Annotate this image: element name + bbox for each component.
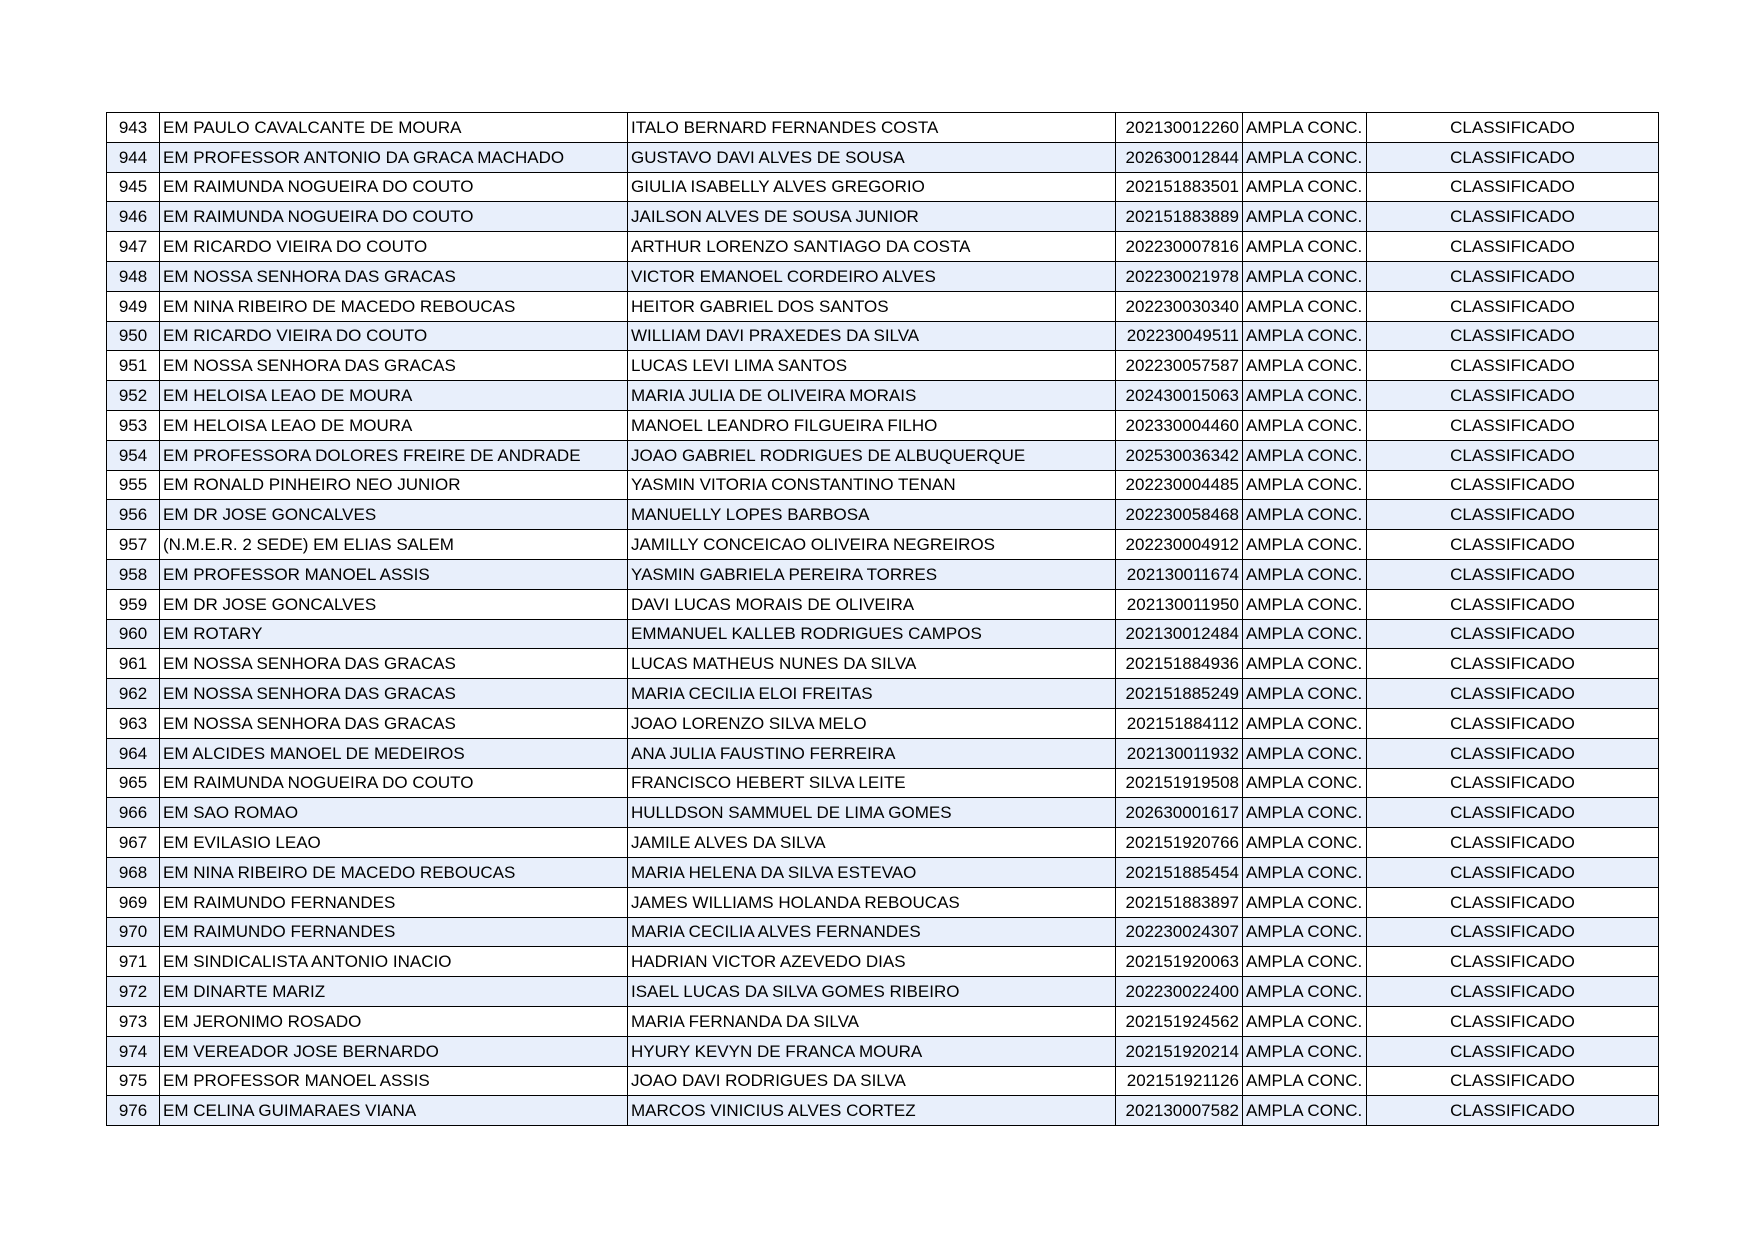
row-number: 967 (107, 828, 160, 858)
student-name: ITALO BERNARD FERNANDES COSTA (628, 113, 1116, 143)
school-name: EM SINDICALISTA ANTONIO INACIO (160, 947, 628, 977)
student-name: MARIA JULIA DE OLIVEIRA MORAIS (628, 381, 1116, 411)
registration-code: 202230049511 (1116, 321, 1243, 351)
student-name: ARTHUR LORENZO SANTIAGO DA COSTA (628, 232, 1116, 262)
school-name: EM HELOISA LEAO DE MOURA (160, 410, 628, 440)
status-cell: CLASSIFICADO (1367, 142, 1659, 172)
student-name: EMMANUEL KALLEB RODRIGUES CAMPOS (628, 619, 1116, 649)
row-number: 946 (107, 202, 160, 232)
table-row (107, 381, 1659, 411)
quota-type: AMPLA CONC. (1243, 410, 1367, 440)
row-number: 959 (107, 589, 160, 619)
school-name: EM PAULO CAVALCANTE DE MOURA (160, 113, 628, 143)
table-row (107, 679, 1659, 709)
row-number: 971 (107, 947, 160, 977)
school-name: EM RICARDO VIEIRA DO COUTO (160, 232, 628, 262)
school-name: EM SAO ROMAO (160, 798, 628, 828)
status-cell: CLASSIFICADO (1367, 381, 1659, 411)
student-name: ISAEL LUCAS DA SILVA GOMES RIBEIRO (628, 977, 1116, 1007)
table-row (107, 410, 1659, 440)
table-row (107, 917, 1659, 947)
quota-type: AMPLA CONC. (1243, 470, 1367, 500)
quota-type: AMPLA CONC. (1243, 530, 1367, 560)
status-cell: CLASSIFICADO (1367, 649, 1659, 679)
quota-type: AMPLA CONC. (1243, 1096, 1367, 1126)
school-name: EM PROFESSOR ANTONIO DA GRACA MACHADO (160, 142, 628, 172)
quota-type: AMPLA CONC. (1243, 351, 1367, 381)
table-row (107, 857, 1659, 887)
registration-code: 202230024307 (1116, 917, 1243, 947)
status-cell: CLASSIFICADO (1367, 619, 1659, 649)
school-name: EM NINA RIBEIRO DE MACEDO REBOUCAS (160, 857, 628, 887)
row-number: 962 (107, 679, 160, 709)
registration-code: 202151885249 (1116, 679, 1243, 709)
status-cell: CLASSIFICADO (1367, 500, 1659, 530)
quota-type: AMPLA CONC. (1243, 172, 1367, 202)
row-number: 972 (107, 977, 160, 1007)
student-name: GUSTAVO DAVI ALVES DE SOUSA (628, 142, 1116, 172)
school-name: EM VEREADOR JOSE BERNARDO (160, 1036, 628, 1066)
quota-type: AMPLA CONC. (1243, 1036, 1367, 1066)
quota-type: AMPLA CONC. (1243, 202, 1367, 232)
status-cell: CLASSIFICADO (1367, 440, 1659, 470)
registration-code: 202130011950 (1116, 589, 1243, 619)
table-row (107, 887, 1659, 917)
quota-type: AMPLA CONC. (1243, 828, 1367, 858)
row-number: 949 (107, 291, 160, 321)
row-number: 970 (107, 917, 160, 947)
status-cell: CLASSIFICADO (1367, 679, 1659, 709)
table-row (107, 291, 1659, 321)
table-row (107, 113, 1659, 143)
school-name: EM NOSSA SENHORA DAS GRACAS (160, 261, 628, 291)
registration-code: 202130011932 (1116, 738, 1243, 768)
school-name: EM NOSSA SENHORA DAS GRACAS (160, 649, 628, 679)
quota-type: AMPLA CONC. (1243, 559, 1367, 589)
row-number: 975 (107, 1066, 160, 1096)
student-name: HEITOR GABRIEL DOS SANTOS (628, 291, 1116, 321)
registration-code: 202230022400 (1116, 977, 1243, 1007)
table-row (107, 1066, 1659, 1096)
school-name: EM NINA RIBEIRO DE MACEDO REBOUCAS (160, 291, 628, 321)
student-name: FRANCISCO HEBERT SILVA LEITE (628, 768, 1116, 798)
student-name: JAMES WILLIAMS HOLANDA REBOUCAS (628, 887, 1116, 917)
table-row (107, 708, 1659, 738)
results-table (106, 112, 1659, 1126)
row-number: 973 (107, 1006, 160, 1036)
school-name: EM NOSSA SENHORA DAS GRACAS (160, 679, 628, 709)
registration-code: 202530036342 (1116, 440, 1243, 470)
row-number: 966 (107, 798, 160, 828)
status-cell: CLASSIFICADO (1367, 261, 1659, 291)
table-row (107, 440, 1659, 470)
school-name: EM RONALD PINHEIRO NEO JUNIOR (160, 470, 628, 500)
table-row (107, 261, 1659, 291)
table-row (107, 1006, 1659, 1036)
student-name: DAVI LUCAS MORAIS DE OLIVEIRA (628, 589, 1116, 619)
registration-code: 202630012844 (1116, 142, 1243, 172)
row-number: 955 (107, 470, 160, 500)
row-number: 957 (107, 530, 160, 560)
school-name: EM JERONIMO ROSADO (160, 1006, 628, 1036)
table-row (107, 798, 1659, 828)
student-name: VICTOR EMANOEL CORDEIRO ALVES (628, 261, 1116, 291)
status-cell: CLASSIFICADO (1367, 351, 1659, 381)
quota-type: AMPLA CONC. (1243, 1006, 1367, 1036)
table-row (107, 1036, 1659, 1066)
table-row (107, 172, 1659, 202)
row-number: 945 (107, 172, 160, 202)
quota-type: AMPLA CONC. (1243, 440, 1367, 470)
student-name: MARIA FERNANDA DA SILVA (628, 1006, 1116, 1036)
student-name: HADRIAN VICTOR AZEVEDO DIAS (628, 947, 1116, 977)
quota-type: AMPLA CONC. (1243, 649, 1367, 679)
row-number: 944 (107, 142, 160, 172)
row-number: 968 (107, 857, 160, 887)
student-name: JAMILE ALVES DA SILVA (628, 828, 1116, 858)
table-row (107, 351, 1659, 381)
row-number: 974 (107, 1036, 160, 1066)
quota-type: AMPLA CONC. (1243, 708, 1367, 738)
school-name: EM DR JOSE GONCALVES (160, 500, 628, 530)
quota-type: AMPLA CONC. (1243, 917, 1367, 947)
status-cell: CLASSIFICADO (1367, 291, 1659, 321)
row-number: 964 (107, 738, 160, 768)
registration-code: 202230004912 (1116, 530, 1243, 560)
quota-type: AMPLA CONC. (1243, 619, 1367, 649)
quota-type: AMPLA CONC. (1243, 857, 1367, 887)
row-number: 963 (107, 708, 160, 738)
registration-code: 202151920214 (1116, 1036, 1243, 1066)
school-name: EM RAIMUNDA NOGUEIRA DO COUTO (160, 768, 628, 798)
table-row (107, 321, 1659, 351)
status-cell: CLASSIFICADO (1367, 1096, 1659, 1126)
status-cell: CLASSIFICADO (1367, 708, 1659, 738)
table-row (107, 500, 1659, 530)
status-cell: CLASSIFICADO (1367, 738, 1659, 768)
student-name: HULLDSON SAMMUEL DE LIMA GOMES (628, 798, 1116, 828)
row-number: 954 (107, 440, 160, 470)
row-number: 947 (107, 232, 160, 262)
student-name: GIULIA ISABELLY ALVES GREGORIO (628, 172, 1116, 202)
table-row (107, 589, 1659, 619)
school-name: EM ROTARY (160, 619, 628, 649)
status-cell: CLASSIFICADO (1367, 232, 1659, 262)
registration-code: 202230007816 (1116, 232, 1243, 262)
row-number: 969 (107, 887, 160, 917)
school-name: EM EVILASIO LEAO (160, 828, 628, 858)
row-number: 958 (107, 559, 160, 589)
row-number: 951 (107, 351, 160, 381)
status-cell: CLASSIFICADO (1367, 202, 1659, 232)
quota-type: AMPLA CONC. (1243, 113, 1367, 143)
table-row (107, 530, 1659, 560)
school-name: (N.M.E.R. 2 SEDE) EM ELIAS SALEM (160, 530, 628, 560)
registration-code: 202230030340 (1116, 291, 1243, 321)
table-row (107, 142, 1659, 172)
quota-type: AMPLA CONC. (1243, 947, 1367, 977)
status-cell: CLASSIFICADO (1367, 1066, 1659, 1096)
registration-code: 202151920063 (1116, 947, 1243, 977)
registration-code: 202151883501 (1116, 172, 1243, 202)
status-cell: CLASSIFICADO (1367, 768, 1659, 798)
registration-code: 202630001617 (1116, 798, 1243, 828)
student-name: ANA JULIA FAUSTINO FERREIRA (628, 738, 1116, 768)
status-cell: CLASSIFICADO (1367, 410, 1659, 440)
status-cell: CLASSIFICADO (1367, 798, 1659, 828)
school-name: EM HELOISA LEAO DE MOURA (160, 381, 628, 411)
school-name: EM CELINA GUIMARAES VIANA (160, 1096, 628, 1126)
student-name: JOAO GABRIEL RODRIGUES DE ALBUQUERQUE (628, 440, 1116, 470)
student-name: MARIA HELENA DA SILVA ESTEVAO (628, 857, 1116, 887)
quota-type: AMPLA CONC. (1243, 142, 1367, 172)
quota-type: AMPLA CONC. (1243, 1066, 1367, 1096)
quota-type: AMPLA CONC. (1243, 798, 1367, 828)
status-cell: CLASSIFICADO (1367, 559, 1659, 589)
row-number: 943 (107, 113, 160, 143)
registration-code: 202151920766 (1116, 828, 1243, 858)
status-cell: CLASSIFICADO (1367, 530, 1659, 560)
table-row (107, 559, 1659, 589)
row-number: 961 (107, 649, 160, 679)
row-number: 976 (107, 1096, 160, 1126)
status-cell: CLASSIFICADO (1367, 470, 1659, 500)
row-number: 953 (107, 410, 160, 440)
student-name: YASMIN GABRIELA PEREIRA TORRES (628, 559, 1116, 589)
student-name: WILLIAM DAVI PRAXEDES DA SILVA (628, 321, 1116, 351)
quota-type: AMPLA CONC. (1243, 977, 1367, 1007)
quota-type: AMPLA CONC. (1243, 261, 1367, 291)
quota-type: AMPLA CONC. (1243, 589, 1367, 619)
status-cell: CLASSIFICADO (1367, 321, 1659, 351)
status-cell: CLASSIFICADO (1367, 113, 1659, 143)
quota-type: AMPLA CONC. (1243, 679, 1367, 709)
status-cell: CLASSIFICADO (1367, 589, 1659, 619)
registration-code: 202230004485 (1116, 470, 1243, 500)
table-row (107, 232, 1659, 262)
registration-code: 202151883889 (1116, 202, 1243, 232)
row-number: 948 (107, 261, 160, 291)
student-name: LUCAS LEVI LIMA SANTOS (628, 351, 1116, 381)
registration-code: 202230021978 (1116, 261, 1243, 291)
registration-code: 202151884112 (1116, 708, 1243, 738)
registration-code: 202430015063 (1116, 381, 1243, 411)
student-name: JAILSON ALVES DE SOUSA JUNIOR (628, 202, 1116, 232)
school-name: EM RAIMUNDA NOGUEIRA DO COUTO (160, 202, 628, 232)
table-row (107, 738, 1659, 768)
table-row (107, 1096, 1659, 1126)
table-row (107, 977, 1659, 1007)
quota-type: AMPLA CONC. (1243, 887, 1367, 917)
registration-code: 202130007582 (1116, 1096, 1243, 1126)
row-number: 960 (107, 619, 160, 649)
quota-type: AMPLA CONC. (1243, 321, 1367, 351)
school-name: EM RAIMUNDA NOGUEIRA DO COUTO (160, 172, 628, 202)
registration-code: 202230057587 (1116, 351, 1243, 381)
registration-code: 202130012484 (1116, 619, 1243, 649)
school-name: EM ALCIDES MANOEL DE MEDEIROS (160, 738, 628, 768)
student-name: LUCAS MATHEUS NUNES DA SILVA (628, 649, 1116, 679)
registration-code: 202151885454 (1116, 857, 1243, 887)
school-name: EM DR JOSE GONCALVES (160, 589, 628, 619)
student-name: YASMIN VITORIA CONSTANTINO TENAN (628, 470, 1116, 500)
registration-code: 202230058468 (1116, 500, 1243, 530)
quota-type: AMPLA CONC. (1243, 381, 1367, 411)
student-name: HYURY KEVYN DE FRANCA MOURA (628, 1036, 1116, 1066)
school-name: EM NOSSA SENHORA DAS GRACAS (160, 351, 628, 381)
table-row (107, 768, 1659, 798)
student-name: MANOEL LEANDRO FILGUEIRA FILHO (628, 410, 1116, 440)
school-name: EM NOSSA SENHORA DAS GRACAS (160, 708, 628, 738)
status-cell: CLASSIFICADO (1367, 1036, 1659, 1066)
status-cell: CLASSIFICADO (1367, 947, 1659, 977)
table-row (107, 947, 1659, 977)
registration-code: 202330004460 (1116, 410, 1243, 440)
student-name: MARIA CECILIA ELOI FREITAS (628, 679, 1116, 709)
row-number: 956 (107, 500, 160, 530)
school-name: EM DINARTE MARIZ (160, 977, 628, 1007)
status-cell: CLASSIFICADO (1367, 887, 1659, 917)
status-cell: CLASSIFICADO (1367, 857, 1659, 887)
registration-code: 202151884936 (1116, 649, 1243, 679)
quota-type: AMPLA CONC. (1243, 738, 1367, 768)
registration-code: 202151924562 (1116, 1006, 1243, 1036)
status-cell: CLASSIFICADO (1367, 828, 1659, 858)
table-row (107, 202, 1659, 232)
student-name: JAMILLY CONCEICAO OLIVEIRA NEGREIROS (628, 530, 1116, 560)
registration-code: 202130012260 (1116, 113, 1243, 143)
student-name: MANUELLY LOPES BARBOSA (628, 500, 1116, 530)
row-number: 950 (107, 321, 160, 351)
status-cell: CLASSIFICADO (1367, 172, 1659, 202)
student-name: MARIA CECILIA ALVES FERNANDES (628, 917, 1116, 947)
quota-type: AMPLA CONC. (1243, 232, 1367, 262)
registration-code: 202130011674 (1116, 559, 1243, 589)
quota-type: AMPLA CONC. (1243, 768, 1367, 798)
school-name: EM PROFESSOR MANOEL ASSIS (160, 559, 628, 589)
results-table-body (107, 113, 1659, 1126)
school-name: EM RAIMUNDO FERNANDES (160, 887, 628, 917)
school-name: EM RAIMUNDO FERNANDES (160, 917, 628, 947)
registration-code: 202151921126 (1116, 1066, 1243, 1096)
quota-type: AMPLA CONC. (1243, 291, 1367, 321)
student-name: JOAO LORENZO SILVA MELO (628, 708, 1116, 738)
quota-type: AMPLA CONC. (1243, 500, 1367, 530)
student-name: MARCOS VINICIUS ALVES CORTEZ (628, 1096, 1116, 1126)
school-name: EM PROFESSOR MANOEL ASSIS (160, 1066, 628, 1096)
status-cell: CLASSIFICADO (1367, 977, 1659, 1007)
table-row (107, 828, 1659, 858)
registration-code: 202151883897 (1116, 887, 1243, 917)
table-row (107, 619, 1659, 649)
row-number: 952 (107, 381, 160, 411)
registration-code: 202151919508 (1116, 768, 1243, 798)
school-name: EM RICARDO VIEIRA DO COUTO (160, 321, 628, 351)
status-cell: CLASSIFICADO (1367, 1006, 1659, 1036)
row-number: 965 (107, 768, 160, 798)
table-row (107, 470, 1659, 500)
table-row (107, 649, 1659, 679)
status-cell: CLASSIFICADO (1367, 917, 1659, 947)
school-name: EM PROFESSORA DOLORES FREIRE DE ANDRADE (160, 440, 628, 470)
student-name: JOAO DAVI RODRIGUES DA SILVA (628, 1066, 1116, 1096)
